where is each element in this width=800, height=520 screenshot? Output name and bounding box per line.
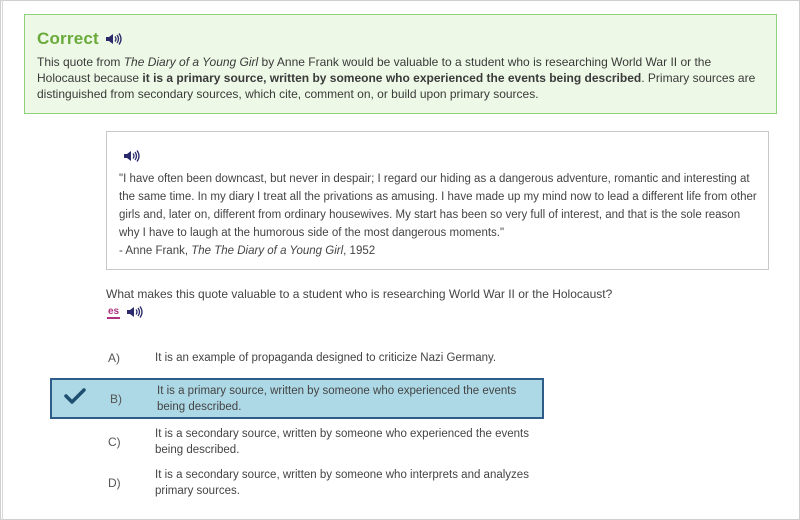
feedback-title: Correct xyxy=(37,29,99,48)
correct-feedback-panel xyxy=(24,14,777,114)
question-tools xyxy=(107,305,144,319)
feedback-header xyxy=(37,29,764,49)
quote-panel xyxy=(106,131,769,270)
quote-attr-title: The The Diary of a Young Girl xyxy=(191,245,344,257)
feedback-explanation xyxy=(37,54,764,102)
answer-option-c[interactable] xyxy=(50,424,544,460)
feedback-text-before: This quote from xyxy=(37,55,124,69)
answer-letter: D) xyxy=(108,476,121,490)
answer-text: It is a primary source, written by someone who experienced the events being described. xyxy=(157,384,517,413)
quote-attr-year: , 1952 xyxy=(343,245,376,257)
quote-attr-prefix: - Anne Frank, xyxy=(119,245,192,257)
checkmark-icon xyxy=(64,387,86,410)
answer-letter: C) xyxy=(108,435,121,449)
question-text: What makes this quote valuable to a student who is researching World War II or the Holocaust? xyxy=(106,287,613,301)
es-icon[interactable]: es xyxy=(108,305,120,317)
answer-letter: B) xyxy=(110,391,122,406)
quote-attribution xyxy=(119,242,758,260)
speaker-icon[interactable] xyxy=(123,149,758,163)
answer-text: It is a secondary source, written by someone who experienced the events being described. xyxy=(155,428,529,456)
feedback-text-after: . Primary sources are distinguished from secondary sources, which cite, comment on, or build upon primary sources. xyxy=(37,71,756,101)
answer-text: It is an example of propaganda designed to criticize Nazi Germany. xyxy=(155,352,497,364)
answer-option-a[interactable] xyxy=(50,346,544,370)
feedback-book-title: The Diary of a Young Girl xyxy=(123,55,259,69)
answer-option-b[interactable] xyxy=(50,378,544,419)
speaker-icon[interactable] xyxy=(105,32,123,46)
feedback-bold-reason: it is a primary source, written by someone who experienced the events being described xyxy=(142,71,642,85)
answer-text: It is a secondary source, written by someone who interprets and analyzes primary sources. xyxy=(155,469,529,497)
quote-text: "I have often been downcast, but never in despair; I regard our hiding as a dangerous adventure, romantic and interesting at the same time. In my diary I treat all the privations as amusing. I have made up my mind now to lead a different life from other girls and, later on, different from ordinary housewives. My start has been so very full of interest, and that is the sole reason why I have to laugh at the humorous side of the most dangerous moments." xyxy=(119,173,757,239)
answer-letter: A) xyxy=(108,351,120,365)
answer-option-d[interactable] xyxy=(50,465,544,501)
speaker-icon[interactable] xyxy=(126,305,144,319)
feedback-text-mid: by Anne Frank would be valuable to a student who is researching World War II or the Holocaust because xyxy=(37,55,712,85)
left-divider xyxy=(2,0,3,520)
